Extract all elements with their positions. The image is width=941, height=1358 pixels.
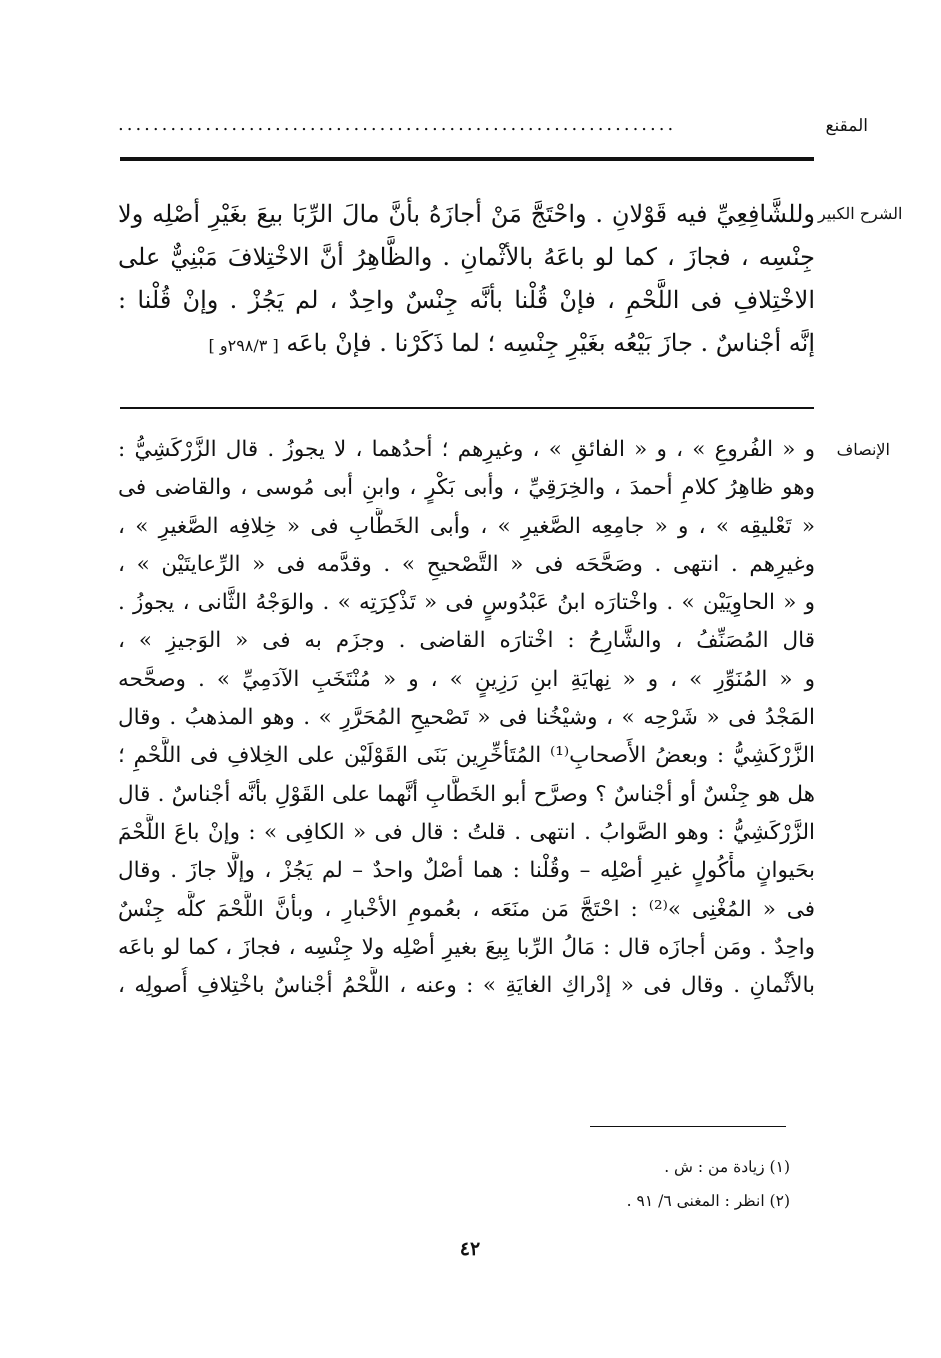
insaf-line: الزَّرْكَشِيُّ : وهو الصَّوابُ . انتهى . قلتُ : قال فى « الكافِى » : وإنْ باعَ اللَّحْمَ	[118, 819, 815, 845]
insaf-margin-label: الإنصاف	[836, 440, 890, 459]
insaf-line: بحَيوانٍ مأْكُولٍ غيرِ أصْلِه – وقُلْنا : هما أصْلٌ واحدٌ – لم يَجُزْ ، وإلَّا جازَ . وقال	[118, 858, 815, 884]
insaf-line: بالأثْمانِ . وقال فى « إدْراكِ الغايَةِ » : وعنه ، اللَّحْمُ أجْناسٌ باخْتِلافِ أُصولِه ،	[118, 973, 815, 999]
insaf-text-block	[118, 431, 815, 1005]
sharh-line-last	[118, 322, 815, 365]
insaf-line: الزَّرْكَشِيُّ : وبعضُ الأَصحابِ⁽¹⁾ المُتَأخِّرِين بَنَى القَوْلَيْن على الخِلافِ فى اللَّحْمِ ؛	[118, 743, 815, 769]
insaf-line: و « الفُروعِ » ، و « الفائقِ » ، وغيرِهم ؛ أحدُهما ، لا يجوزُ . قال الزَّرْكَشِيُّ :	[118, 437, 815, 462]
header-rule	[120, 157, 814, 161]
footnotes	[380, 1150, 790, 1218]
insaf-line: و « المُنَوِّرِ » ، و « نِهايَةِ ابنِ رَزِينٍ » ، و « مُنْتَخَبِ الآدَمِيِّ » . وصحَّحه	[118, 666, 815, 692]
insaf-line: وهو ظاهِرُ كلامِ أحمدَ ، والخِرَقِيِّ ، وأبى بَكْرٍ ، وابنِ أبى مُوسى ، والقاضى فى	[118, 475, 815, 501]
insaf-line: واحِدٌ . ومَن أجازَه قال : مَالُ الرِّبا بِيعَ بغيرِ أصْلِه ولا جِنْسِه ، فجازَ ، كما لو باعَه	[118, 934, 815, 960]
insaf-line: « تَعْليقِه » ، و « جامِعِه الصَّغيرِ » ، وأبى الخَطَّابِ فى « خِلافِه الصَّغيرِ » ،	[118, 513, 815, 539]
sharh-line: وللشَّافِعِيِّ فيه قَوْلانِ . واحْتَجَّ مَنْ أجازَهُ بأنَّ مالَ الرِّبَا بيعَ بغَيْرِ أصْلِه ولا	[118, 200, 815, 228]
section-divider	[120, 407, 814, 409]
page-number: ٤٢	[459, 1238, 481, 1260]
sharh-line: إنَّه أجْناسٌ . جازَ بَيْعُه بغَيْرِ جِنْسِه ؛ لما ذَكَرْنا . فإنْ باعَه	[286, 329, 815, 357]
sharh-margin-label: الشرح الكبير	[818, 204, 903, 223]
footnote-rule	[590, 1126, 786, 1127]
insaf-line: قال المُصَنِّفُ ، والشَّارِحُ : اخْتارَه القاضى . وجزَم به فى « الوَجيزِ » ،	[118, 628, 815, 654]
sharh-line: جِنْسِه ، فجازَ ، كما لو باعَهُ بالأثْمانِ . والظَّاهِرُ أنَّ الاخْتِلافَ مَبْنِيٌّ على	[118, 243, 815, 271]
insaf-line: وغيرِهم . انتهى . وصَحَّحَه فى « التَّصْحيحِ » . وقدَّمه فى « الرِّعايتَيْن » ،	[118, 551, 815, 577]
running-header-title: المقنع	[825, 116, 868, 136]
insaf-line: هل هو جِنْسٌ أو أجْناسٌ ؟ وصرَّح أبو الخَطَّابِ أنَّهما على القَوْلِ بأنَّه أجْناسٌ . قال	[118, 781, 815, 807]
manuscript-folio-ref: [ ٢٩٨/٣و ]	[208, 336, 279, 355]
insaf-line: و « الحاوِيَيْن » . واخْتارَه ابنُ عَبْدُوسٍ فى « تَذْكِرَتِه » . والوَجْهُ الثَّانى ، يجوزُ .	[118, 590, 815, 616]
footnote-2: (٢) انظر : المغنى ٦/ ٩١ .	[626, 1192, 790, 1210]
sharh-text-block	[118, 193, 815, 365]
insaf-line: المَجْدُ فى « شَرْحِه » ، وشيْخُنا فى « تَصْحيحِ المُحَرَّرِ » . وهو المذهبُ . وقال	[118, 705, 815, 731]
insaf-line: فى « المُغْنِى »⁽²⁾ : احْتَجَّ مَن منَعَه ، بعُمومِ الأخْبارِ ، وبأنَّ اللَّحْمَ كلَّه جِنْسٌ	[118, 896, 815, 922]
sharh-line: الاخْتِلافِ فى اللَّحْمِ ، فإنْ قُلْنا بأنَّه جِنْسٌ واحِدٌ ، لم يَجُزْ . وإنْ قُلْنا :	[118, 286, 815, 314]
footnote-1: (١) زيادة من : ش .	[664, 1158, 790, 1176]
header-dot-leader: ................................................................	[118, 114, 677, 134]
